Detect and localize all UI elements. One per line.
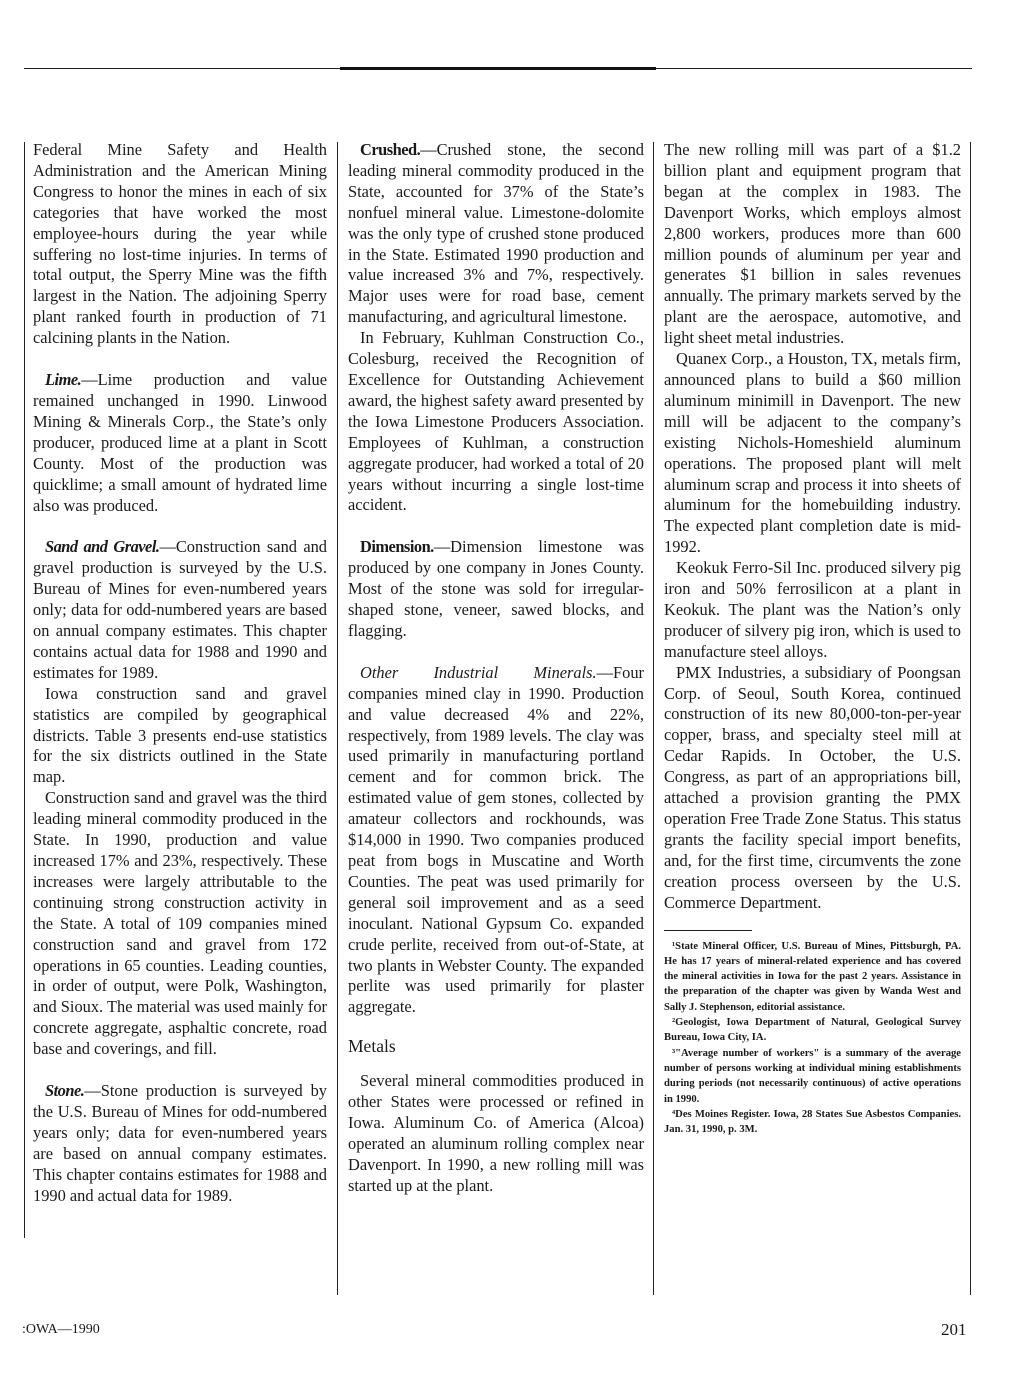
- header-rule-thick: [340, 67, 656, 70]
- stone-section: [33, 1081, 327, 1206]
- footnote-3: ³"Average number of workers" is a summary of the average number of persons working at individual mining establishments during periods (not necessarily continuous) of active operations in 1990.: [664, 1047, 961, 1105]
- paragraph: Federal Mine Safety and Health Administration and the American Mining Congress to honor the mines in each of six categories that have worked the most employee-hours during the year while suffering no lost-time injuries. In terms of total output, the Sperry Mine was the fifth largest in the Nation. The adjoining Sperry plant ranked fourth in production of 71 calcining plants in the Nation.: [33, 140, 327, 348]
- column-divider-right: [970, 142, 971, 1295]
- stone-heading: Stone.: [45, 1081, 85, 1101]
- footnote-rule: [664, 930, 752, 931]
- column-divider-left: [24, 142, 25, 1238]
- footnote-2: ²Geologist, Iowa Department of Natural, Geological Survey Bureau, Iowa City, IA.: [664, 1017, 961, 1044]
- column-divider-middle-left: [337, 142, 338, 1295]
- paragraph: Keokuk Ferro-Sil Inc. produced silvery pig iron and 50% ferrosilicon at a plant in Keokuk. The plant was the Nation’s only producer of silvery pig iron, which is used to manufacture steel alloys.: [664, 558, 961, 661]
- stone-text: —Stone production is surveyed by the U.S. Bureau of Mines for odd-numbered years only; data for even-numbered years are based on annual company estimates. This chapter contains estimates for 1988 and 1990 and actual data for 1989.: [33, 1081, 327, 1205]
- paragraph: PMX Industries, a subsidiary of Poongsan Corp. of Seoul, South Korea, continued construction of its new 80,000-ton-per-year copper, brass, and specialty steel mill at Cedar Rapids. In October, the U.S. Congress, as part of an appropriations bill, attached a provision granting the PMX operation Free Trade Zone Status. This status grants the facility special import benefits, and, for the first time, circumvents the zone creation process overseen by the U.S. Commerce Department.: [664, 662, 961, 912]
- other-minerals-section: [348, 663, 644, 1018]
- crushed-heading: Crushed.: [360, 140, 421, 159]
- column-1: [33, 140, 327, 1207]
- footnotes: [664, 939, 961, 1138]
- sand-gravel-heading: Sand and Gravel.: [45, 537, 160, 557]
- crushed-text: —Crushed stone, the second leading mineral commodity produced in the State, accounted for 37% of the State’s nonfuel mineral value. Limestone-dolomite was the only type of crushed stone produced in the State. Estimated 1990 production and value increased 3% and 7%, respectively. Major uses were for road base, cement manufacturing, and agricultural limestone.: [348, 140, 644, 327]
- paragraph: Iowa construction sand and gravel statistics are compiled by geographical districts. Table 3 presents end-use statistics for the six districts outlined in the State map.: [33, 683, 327, 787]
- column-2: [348, 140, 644, 1197]
- dimension-text: —Dimension limestone was produced by one company in Jones County. Most of the stone was sold for irregular-shaped stone, veneer, sawed blocks, and flagging.: [348, 537, 644, 640]
- paragraph: Several mineral commodities produced in other States were processed or refined in Iowa. Aluminum Co. of America (Alcoa) operated an aluminum rolling complex near Davenport. In 1990, a new rolling mill was started up at the plant.: [348, 1071, 644, 1195]
- dimension-section: [348, 537, 644, 642]
- metals-heading: Metals: [348, 1036, 396, 1057]
- sand-gravel-section: [33, 537, 327, 683]
- other-minerals-heading: Other Industrial Minerals.: [360, 662, 597, 682]
- column-divider-middle-right: [653, 142, 654, 1295]
- dimension-heading: Dimension.: [360, 537, 434, 557]
- page-number: 201: [941, 1320, 967, 1339]
- paragraph: Construction sand and gravel was the third leading mineral commodity produced in the State. In 1990, production and value increased 17% and 23%, respectively. These increases were largely attributable to the continuing strong construction activity in the State. A total of 109 companies mined construction sand and gravel from 172 operations in 65 counties. Leading counties, in order of output, were Polk, Washington, and Sioux. The material was used mainly for concrete aggregate, asphaltic concrete, road base and coverings, and fill.: [33, 788, 327, 1059]
- lime-heading: Lime.: [45, 370, 82, 390]
- footnote-4: ⁴Des Moines Register. Iowa, 28 States Sue Asbestos Companies. Jan. 31, 1990, p. 3M.: [664, 1108, 961, 1136]
- running-footer: :OWA—1990: [22, 1322, 100, 1337]
- lime-section: [33, 370, 327, 516]
- footnote-1: ¹State Mineral Officer, U.S. Bureau of Mines, Pittsburgh, PA. He has 17 years of mineral-related experience and has covered the mineral activities in Iowa for the past 2 years. Assistance in the preparation of the chapter was given by Wanda West and Sally J. Stephenson, editorial assistance.: [664, 940, 961, 1013]
- lime-text: —Lime production and value remained unchanged in 1990. Linwood Mining & Minerals Corp., the State’s only producer, produced lime at a plant in Scott County. Most of the production was quicklime; a small amount of hydrated lime also was produced.: [33, 370, 327, 515]
- column-3: [664, 140, 961, 1137]
- paragraph: In February, Kuhlman Construction Co., Colesburg, received the Recognition of Excellence for Outstanding Achievement award, the highest safety award presented by the Iowa Limestone Producers Association. Employees of Kuhlman, a construction aggregate producer, had worked a total of 20 years without incurring a single lost-time accident.: [348, 328, 644, 515]
- paragraph: The new rolling mill was part of a $1.2 billion plant and equipment program that began at the complex in 1983. The Davenport Works, which employs almost 2,800 workers, produces more than 600 million pounds of aluminum per year and generates $1 billion in sales revenues annually. The primary markets served by the plant are the aerospace, automotive, and light sheet metal industries.: [664, 140, 961, 348]
- other-minerals-text: —Four companies mined clay in 1990. Production and value decreased 4% and 22%, respectively, from 1989 levels. The clay was used primarily in manufacturing portland cement and for common brick. The estimated value of gem stones, collected by amateur collectors and rockhounds, was $14,000 in 1990. Two companies produced peat from bogs in Muscatine and Worth Counties. The peat was used primarily for general soil improvement and as a seed inoculant. National Gypsum Co. expanded crude perlite, received from out-of-State, at two plants in Webster County. The expanded perlite was used primarily for plaster aggregate.: [348, 662, 644, 1017]
- sand-gravel-text: —Construction sand and gravel production is surveyed by the U.S. Bureau of Mines for even-numbered years only; data for odd-numbered years are based on annual company estimates. This chapter contains actual data for 1988 and 1990 and estimates for 1989.: [33, 537, 328, 682]
- crushed-section: [348, 140, 644, 328]
- paragraph: Quanex Corp., a Houston, TX, metals firm, announced plans to build a $60 million aluminum minimill in Davenport. The new mill will be adjacent to the company’s existing Nichols-Homeshield aluminum operations. The proposed plant will melt aluminum scrap and process it into sheets of aluminum for the homebuilding industry. The expected plant completion date is mid-1992.: [664, 349, 961, 557]
